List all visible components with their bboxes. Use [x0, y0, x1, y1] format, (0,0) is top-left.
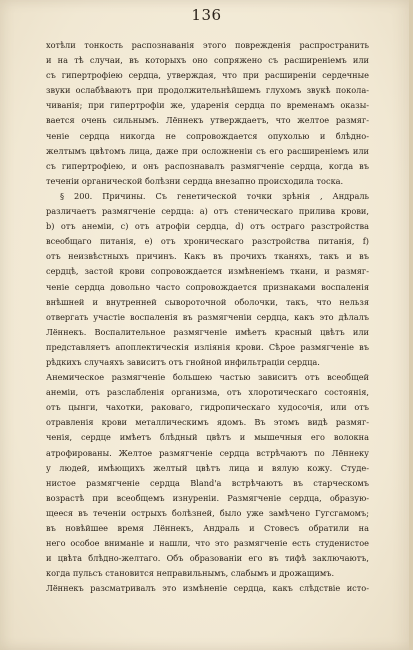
text-line: теченіи органической болѣзни сердца внезапно происходила тоска.	[46, 175, 344, 186]
text-line: отъ неизвѣстныхъ причинъ. Какъ въ прочихъ тканяхъ, такъ и въ	[46, 251, 369, 262]
text-line: возрастѣ при всеобщемъ изнуреніи. Размягченіе сердца, образую-	[46, 492, 369, 503]
text-line: ченія, сердце имѣетъ блѣдный цвѣтъ и мышечныя его волокна	[46, 432, 369, 443]
text-line: у людей, имѣющихъ желтый цвѣтъ лица и вялую кожу. Студе-	[46, 462, 369, 473]
text-line: Лённекъ разсматривалъ это измѣненіе сердца, какъ слѣдствіе исто-	[46, 583, 369, 594]
text-line: щееся въ теченіи острыхъ болѣзней, было уже замѣчено Гугсгамомъ;	[46, 507, 369, 518]
text-line: Анемическое размягченіе большею частью зависитъ отъ всеобщей	[46, 372, 369, 383]
text-line: внѣшней и внутренней сывороточной оболочки, такъ, что нельзя	[46, 296, 369, 307]
page-number: 136	[191, 6, 222, 24]
text-line: и на тѣ случаи, въ которыхъ оно сопряжено съ расширеніемъ или	[46, 55, 369, 66]
text-line: съ гипертрофіею, и онъ распознавалъ размягченіе сердца, когда въ	[46, 160, 369, 171]
text-line: вается очень сильнымъ. Лённекъ утверждаетъ, что желтое размяг-	[46, 115, 369, 126]
text-line: него особое вниманіе и нашли, что это размягченіе есть студенистое	[46, 538, 369, 549]
text-line: въ новѣйшее время Лённекъ, Андраль и Стовесъ обратили на	[46, 523, 369, 533]
text-line: ченіе сердца никогда не сопровождается опухолью и блѣдно-	[46, 130, 369, 141]
text-line: желтымъ цвѣтомъ лица, даже при осложненіи съ его расширеніемъ или	[46, 145, 369, 156]
text-line: отъ цынги, чахотки, раковаго, гидропическаго худосочія, или отъ	[46, 402, 369, 413]
text-line: b) отъ анеміи, c) отъ атрофіи сердца, d) отъ остраго разстройства	[46, 221, 369, 232]
text-line: § 200. Причины. Съ генетической точки зрѣнія , Андраль	[60, 190, 369, 201]
text-line: чиванія; при гипертрофіи же, ударенія сердца по временамъ оказы-	[46, 100, 369, 111]
text-line: хотѣли тонкость распознаванія этого поврежденія распространить	[46, 40, 369, 50]
text-line: звуки ослабѣваютъ при продолжительнѣйшемъ глухомъ звукѣ покола-	[46, 85, 369, 96]
text-line: и цвѣта блѣдно-желтаго. Объ образованіи его въ тифѣ заключаютъ,	[46, 553, 369, 564]
body-text	[46, 38, 369, 596]
text-line: отравленія крови металлическимъ ядомъ. Въ этомъ видѣ размяг-	[46, 417, 369, 428]
text-line: всеобщаго питанія, e) отъ хроническаго разстройства питанія, f)	[46, 236, 369, 247]
text-line: отвергать участіе воспаленія въ размягченіи сердца, какъ это дѣлалъ	[46, 311, 369, 322]
text-line: съ гипертрофіею сердца, утверждая, что при расширеніи сердечные	[46, 70, 369, 81]
text-line: ченіе сердца довольно часто сопровождается признаками воспаленія	[46, 281, 369, 292]
text-line: рѣдкихъ случаяхъ зависитъ отъ гнойной инфильтраціи сердца.	[46, 356, 320, 367]
text-line: когда пульсъ становится неправильнымъ, слабымъ и дрожащимъ.	[46, 568, 335, 579]
text-line: нистое размягченіе сердца Bland'а встрѣчаютъ въ старческомъ	[46, 477, 369, 488]
text-line: сердцѣ, застой крови сопровождается измѣненіемъ ткани, и размяг-	[46, 266, 369, 277]
text-line: Лённекъ. Воспалительное размягченіе имѣетъ красный цвѣтъ или	[46, 326, 369, 337]
text-line: представляетъ апоплектическія изліянія крови. Сѣрое размягченіе въ	[46, 341, 369, 352]
text-line: атрофированы. Желтое размягченіе сердца встрѣчаютъ по Лённеку	[46, 447, 369, 458]
text-line: различаетъ размягченіе сердца: а) отъ стеническаго прилива крови,	[46, 206, 369, 217]
page-edge-shadow	[409, 0, 413, 650]
text-line: анеміи, отъ разслабленія организма, отъ хлоротическаго состоянія,	[46, 387, 369, 398]
